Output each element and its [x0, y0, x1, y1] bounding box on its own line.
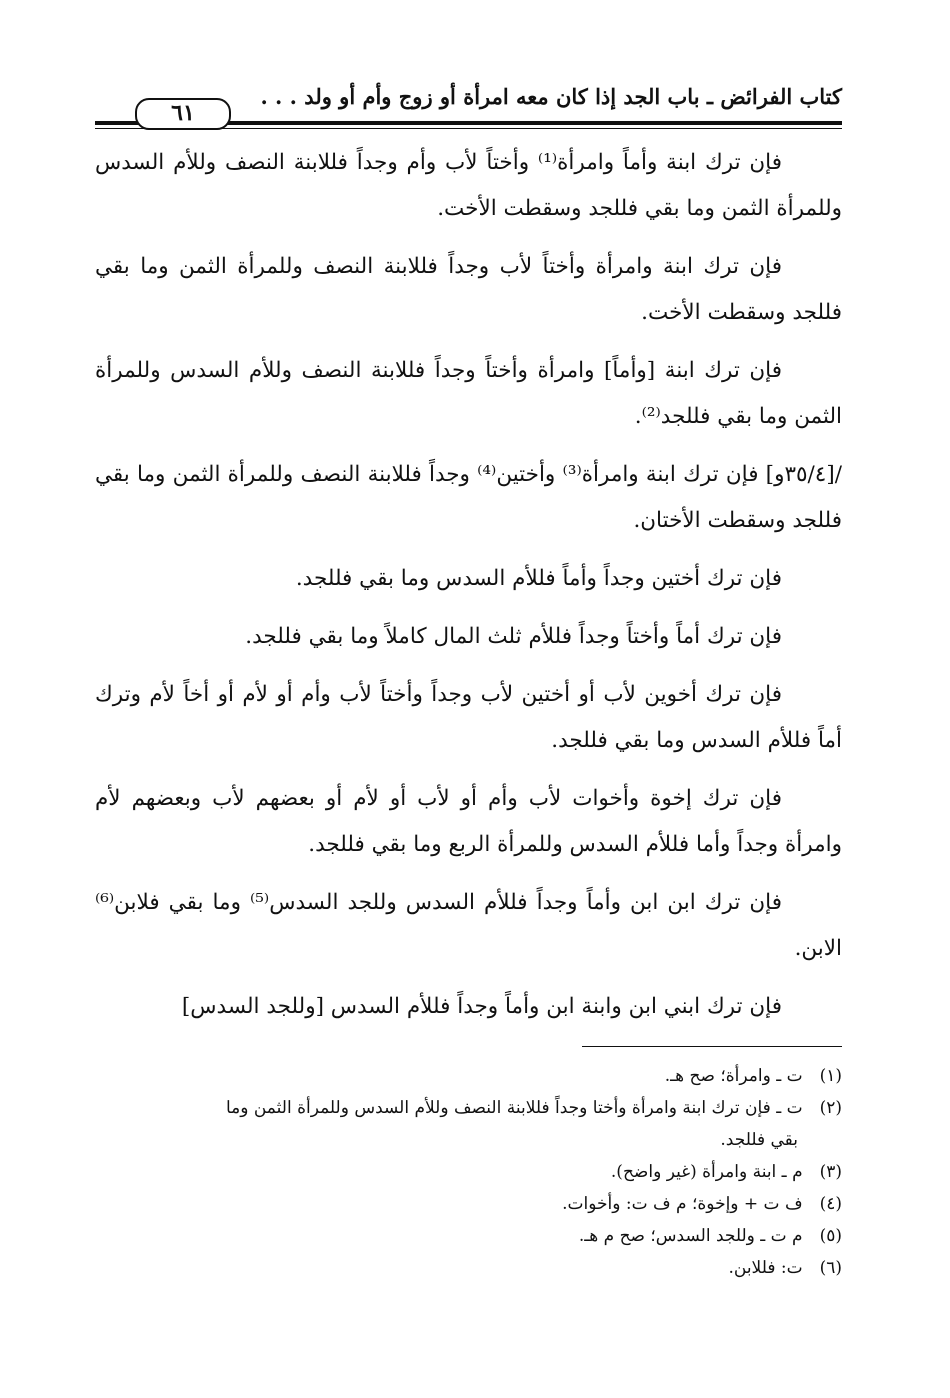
footnote-continuation: بقي فللجد.	[720, 1130, 798, 1150]
footnote: (٦) ت: فللابن.	[728, 1258, 842, 1278]
footnotes	[95, 1060, 842, 1284]
footnote: (٤) ف ت + وإخوة؛ م ف ت: وأخوات.	[562, 1194, 842, 1214]
paragraph: /[٣٥/٤و] فإن ترك ابنة وامرأة⁽³⁾ وأختين⁽⁴⁾ وجداً فللابنة النصف وللمرأة الثمن وما بقي فللجد وسقطت الأختان.	[95, 462, 842, 533]
paragraph: فإن ترك ابن ابن وأماً وجداً فللأم السدس وللجد السدس⁽⁵⁾ وما بقي فلابن⁽⁶⁾ الابن.	[95, 890, 842, 961]
paragraph: فإن ترك ابنة وأماً وامرأة⁽¹⁾ وأختاً لأب وأم وجداً فللابنة النصف وللأم السدس وللمرأة الثمن وما بقي فللجد وسقطت الأخت.	[95, 150, 842, 221]
header-title: كتاب الفرائض ـ باب الجد إذا كان معه امرأة أو زوج وأم أو ولد . . .	[260, 84, 842, 109]
paragraph: فإن ترك أخوين لأب أو أختين لأب وجداً وأختاً لأب وأم أو لأم أو أخاً لأم وترك أماً فللأم السدس وما بقي فللجد.	[95, 682, 842, 753]
footnote: (١) ت ـ وامرأة؛ صح هـ.	[664, 1066, 842, 1086]
footnote: (٣) م ـ ابنة وامرأة (غير واضح).	[610, 1162, 842, 1182]
paragraph: فإن ترك ابني ابن وابنة ابن وأماً وجداً فللأم السدس [وللجد السدس]	[181, 994, 782, 1019]
page-number: ٦١	[135, 98, 231, 130]
footnote: (٢) ت ـ فإن ترك ابنة وامرأة وأختا وجداً فللابنة النصف وللأم السدس وللمرأة الثمن وما	[225, 1098, 842, 1118]
paragraph: فإن ترك ابنة وامرأة وأختاً لأب وجداً فللابنة النصف وللمرأة الثمن وما بقي فللجد وسقطت الأخت.	[95, 254, 842, 325]
paragraph: فإن ترك أختين وجداً وأماً فللأم السدس وما بقي فللجد.	[295, 566, 782, 591]
running-header	[95, 84, 842, 124]
paragraph: فإن ترك ابنة [وأماً] وامرأة وأختاً وجداً فللابنة النصف وللأم السدس وللمرأة الثمن وما بقي فللجد⁽²⁾.	[95, 358, 842, 429]
main-text	[95, 140, 842, 1042]
paragraph: فإن ترك أماً وأختاً وجداً فللأم ثلث المال كاملاً وما بقي فللجد.	[245, 624, 782, 649]
footnote: (٥) م ت ـ وللجد السدس؛ صح م هـ.	[578, 1226, 842, 1246]
paragraph: فإن ترك إخوة وأخوات لأب وأم أو لأب أو لأم أو بعضهم لأب وبعضهم لأم وامرأة وجداً وأما فللأم السدس وللمرأة الربع وما بقي فللجد.	[95, 786, 842, 857]
footnote-separator	[582, 1046, 842, 1047]
